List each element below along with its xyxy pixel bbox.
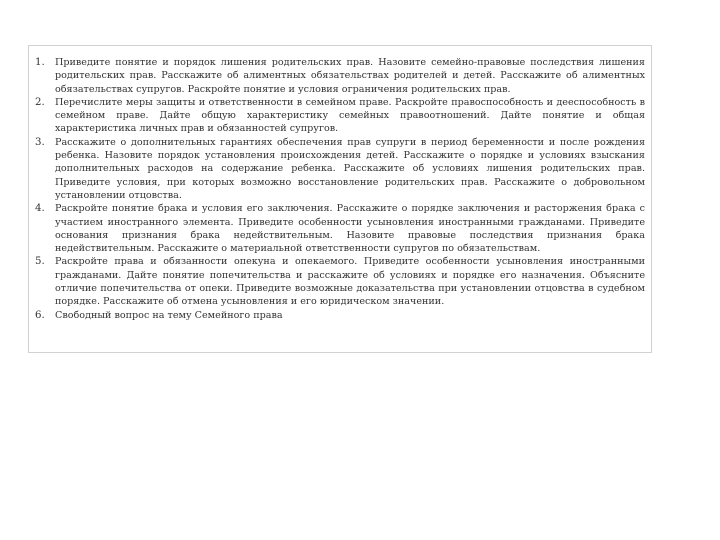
question-text: Приведите понятие и порядок лишения родительских прав. Назовите семейно-правовые последствия лишения родительских прав. Расскажите об алиментных обязательствах родителей и детей. Расскажите об алиментных обязательствах супругов. Раскройте понятие и условия ограничения родительских прав. [55, 57, 645, 95]
question-number: 5. [35, 256, 45, 268]
question-item-5 [35, 255, 645, 308]
question-text: Расскажите о дополнительных гарантиях обеспечения прав супруги в период беременности и после рождения ребенка. Назовите порядок установления происхождения детей. Расскажите о порядке и условиях взыскания дополнительных расходов на содержание ребенка. Расскажите об условиях лишения родительских прав. Приведите условия, при которых возможно восстановление родительских прав. Расскажите о добровольном установлении отцовства. [55, 136, 645, 201]
question-list [35, 56, 645, 322]
question-text: Свободный вопрос на тему Семейного права [55, 309, 283, 321]
question-text: Перечислите меры защиты и ответственности в семейном праве. Раскройте правоспособность и дееспособность в семейном праве. Дайте общую характеристику семейных правоотношений. Дайте понятие и общая характеристика личных прав и обязанностей супругов. [55, 96, 645, 135]
question-text: Раскройте понятие брака и условия его заключения. Расскажите о порядке заключения и расторжения брака с участием иностранного элемента. Приведите особенности усыновления иностранными гражданами. Приведите основания признания брака недействительным. Назовите правовые последствия признания брака недействительным. Расскажите о материальной ответственности супругов по обязательствам. [55, 203, 645, 255]
question-text: Раскройте права и обязанности опекуна и опекаемого. Приведите особенности усыновления иностранными гражданами. Дайте понятие попечительства и расскажите об условиях и порядке его назначения. Объясните отличие попечительства от опеки. Приведите возможные доказательства при установлении отцовства в судебном порядке. Расскажите об отмена усыновления и его юридическом значении. [55, 256, 645, 308]
question-number: 4. [35, 203, 45, 215]
question-number: 6. [35, 309, 45, 321]
question-number: 2. [35, 96, 45, 108]
document-frame [28, 45, 652, 353]
question-item-1 [35, 56, 645, 96]
question-item-6 [35, 309, 645, 322]
question-item-2 [35, 96, 645, 136]
question-number: 1. [35, 57, 45, 68]
question-item-4 [35, 202, 645, 255]
question-number: 3. [35, 136, 45, 148]
question-item-3 [35, 136, 645, 202]
